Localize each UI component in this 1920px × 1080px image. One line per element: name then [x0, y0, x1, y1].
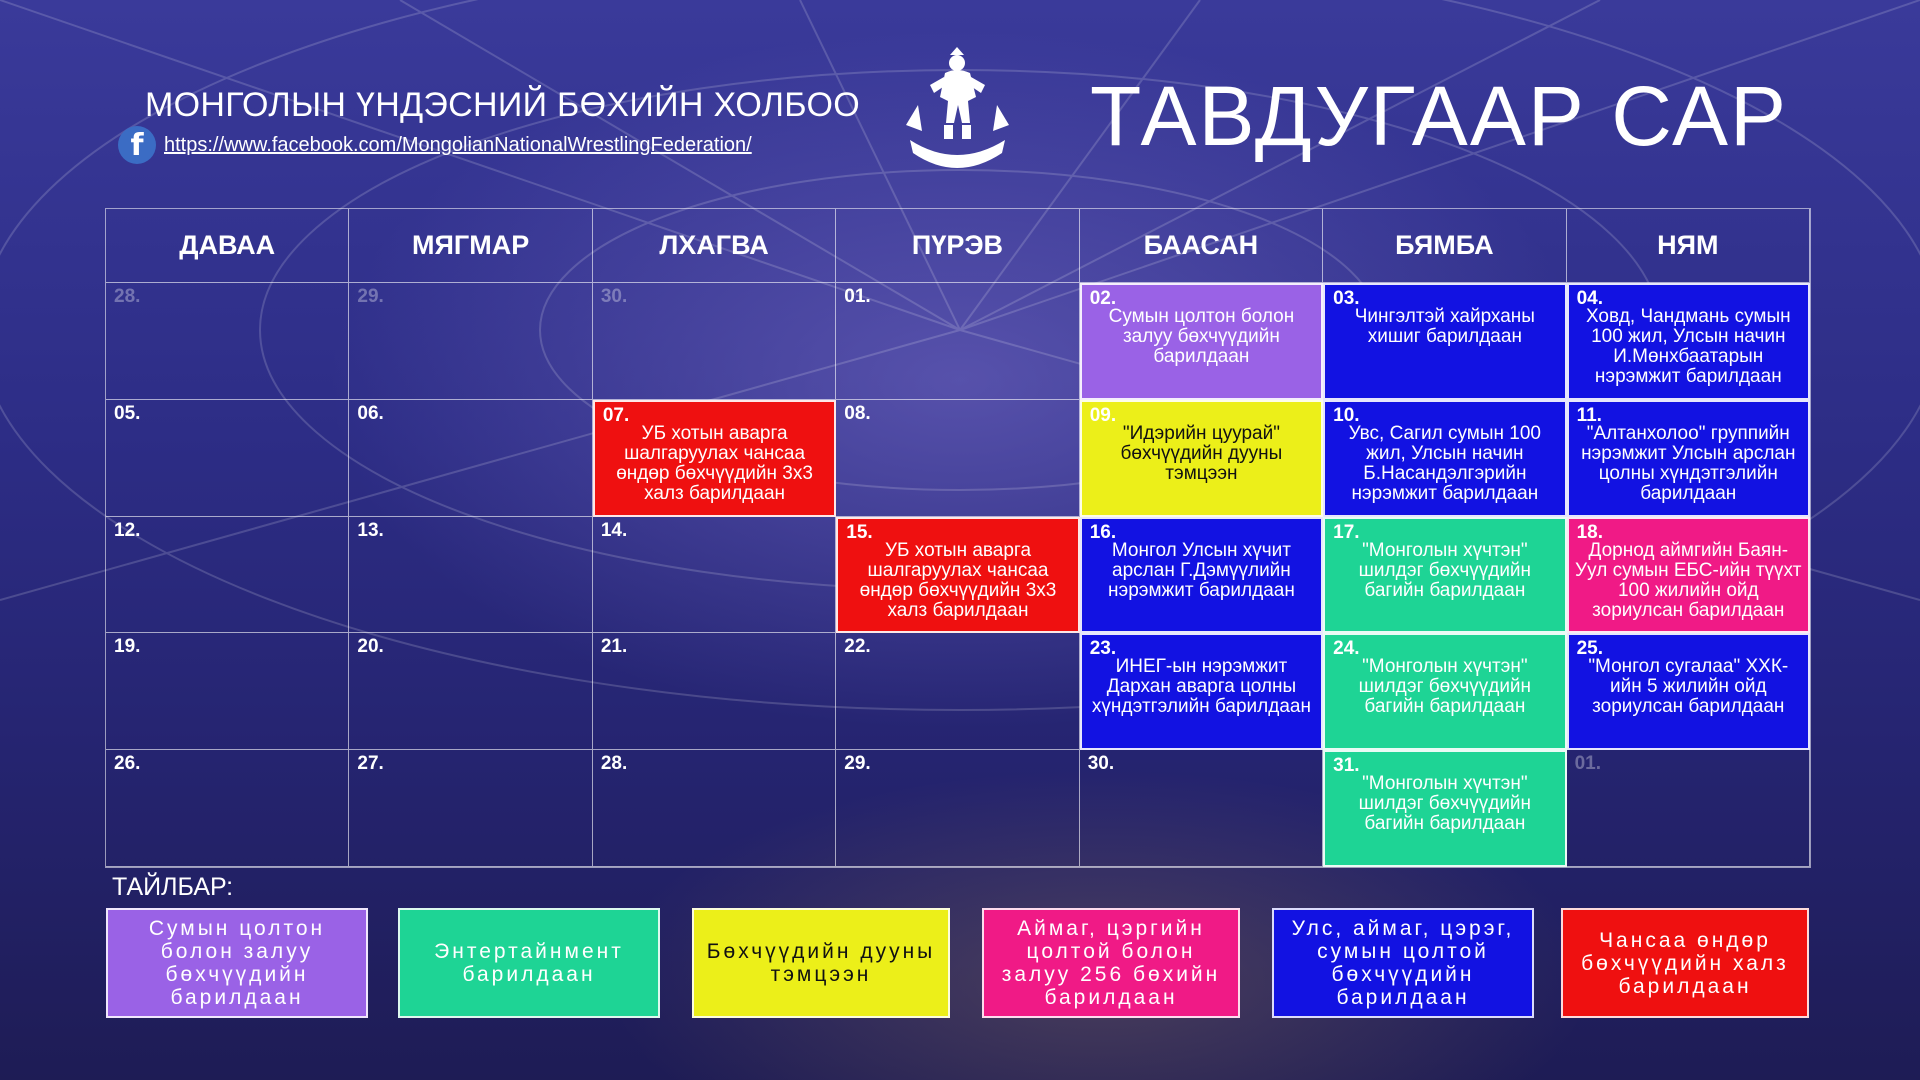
calendar-day-cell [836, 633, 1079, 750]
day-number: 19. [114, 636, 141, 658]
calendar-day-cell [593, 283, 836, 400]
calendar-day-cell [593, 517, 836, 634]
legend-item-blue: Улс, аймаг, цэрэг, сумын цолтой бөхчүүдийн барилдаан [1272, 908, 1534, 1018]
weekday-header: БЯМБА [1323, 209, 1566, 283]
event-text: Монгол Улсын хүчит арслан Г.Дэмүүлийн нэрэмжит барилдаан [1108, 539, 1295, 601]
day-number: 14. [600, 519, 628, 541]
day-number: 28. [600, 753, 628, 775]
legend-title: ТАЙЛБАР: [112, 873, 234, 901]
calendar-day-cell [349, 517, 592, 634]
day-number: 06. [357, 402, 384, 424]
calendar-event-cell [1567, 283, 1810, 400]
calendar-event-cell [1323, 283, 1566, 400]
event-text: Ховд, Чандмань сумын 100 жил, Улсын начин И.Мөнхбаатарын нэрэмжит барилдаан [1585, 306, 1791, 387]
weekday-header: ПҮРЭВ [836, 209, 1079, 283]
day-number: 07. [602, 404, 630, 426]
calendar-event-cell [1567, 400, 1810, 517]
legend-item-pink: Аймаг, цэргийн цолтой болон залуу 256 бөхийн барилдаан [982, 908, 1240, 1018]
event-text: УБ хотын аварга шалгаруулах чансаа өндөр бөхчүүдийн 3х3 халз барилдаан [859, 539, 1057, 621]
day-number: 05. [114, 402, 141, 424]
day-number: 26. [114, 753, 141, 775]
day-number: 29. [357, 286, 384, 307]
day-number: 02. [1089, 288, 1117, 309]
calendar-grid [105, 208, 1811, 868]
event-text: Чингэлтэй хайрханы хишиг барилдаан [1354, 306, 1535, 347]
day-number: 20. [357, 636, 384, 658]
calendar-day-cell [106, 517, 349, 634]
calendar-event-cell [1080, 400, 1323, 517]
weekday-header: БААСАН [1080, 209, 1323, 283]
event-text: "Монгол сугалаа" ХХК-ийн 5 жилийн ойд зориулсан барилдаан [1588, 656, 1789, 718]
calendar-event-cell [593, 400, 836, 517]
calendar-day-cell [1080, 750, 1323, 867]
facebook-link[interactable]: https://www.facebook.com/MongolianNationalWrestlingFederation/ [164, 133, 752, 156]
calendar-day-cell [593, 750, 836, 867]
calendar-event-cell [1080, 517, 1323, 634]
calendar-event-cell [1567, 633, 1810, 750]
calendar-event-cell [1080, 283, 1323, 400]
day-number: 30. [1087, 753, 1115, 775]
event-text: "Алтанхолоо" группийн нэрэмжит Улсын арслан цолны хүндэтгэлийн барилдаан [1581, 422, 1796, 504]
calendar-event-cell [1323, 400, 1566, 517]
day-number: 04. [1576, 288, 1603, 309]
weekday-header: НЯМ [1567, 209, 1810, 283]
day-number: 11. [1576, 404, 1602, 426]
day-number: 16. [1089, 521, 1117, 543]
day-number: 29. [844, 753, 871, 775]
calendar-event-cell [1080, 633, 1323, 750]
calendar-day-cell [1567, 750, 1810, 867]
day-number: 17. [1333, 521, 1360, 543]
day-number: 01. [844, 286, 871, 307]
day-number: 21. [600, 636, 628, 658]
calendar-day-cell [349, 633, 592, 750]
calendar-day-cell [836, 283, 1079, 400]
event-text: "Монголын хүчтэн" шилдэг бөхчүүдийн багийн барилдаан [1358, 773, 1532, 835]
calendar-day-cell [349, 750, 592, 867]
event-text: УБ хотын аварга шалгаруулах чансаа өндөр бөхчүүдийн 3х3 халз барилдаан [616, 422, 813, 504]
event-text: Сумын цолтон болон залуу бөхчүүдийн барилдаан [1108, 306, 1295, 367]
calendar-event-cell [1323, 750, 1566, 867]
event-text: "Идэрийн цуурай" бөхчүүдийн дууны тэмцээн [1120, 422, 1283, 484]
day-number: 25. [1576, 638, 1603, 660]
legend-item-yellow: Бөхчүүдийн дууны тэмцээн [692, 908, 950, 1018]
calendar-day-cell [106, 633, 349, 750]
event-text: "Монголын хүчтэн" шилдэг бөхчүүдийн багийн барилдаан [1358, 656, 1532, 718]
event-text: Дорнод аймгийн Баян-Уул сумын ЕБС-ийн түүхт 100 жилийн ойд зориулсан барилдаан [1575, 539, 1802, 621]
organization-name: МОНГОЛЫН ҮНДЭСНИЙ БӨХИЙН ХОЛБОО [145, 86, 861, 124]
day-number: 30. [600, 286, 628, 307]
legend-item-red: Чансаа өндөр бөхчүүдийн халз барилдаан [1561, 908, 1809, 1018]
legend-item-purple: Сумын цолтон болон залуу бөхчүүдийн барилдаан [106, 908, 368, 1018]
weekday-header: ЛХАГВА [593, 209, 836, 283]
day-number: 22. [844, 636, 871, 658]
day-number: 27. [357, 753, 384, 775]
calendar-day-cell [349, 283, 592, 400]
day-number: 28. [114, 286, 141, 307]
calendar-event-cell [1323, 633, 1566, 750]
calendar-day-cell [349, 400, 592, 517]
event-text: ИНЕГ-ын нэрэмжит Дархан аварга цолны хүндэтгэлийн барилдаан [1091, 656, 1311, 718]
day-number: 08. [844, 402, 871, 424]
day-number: 12. [114, 519, 141, 541]
calendar-event-cell [1323, 517, 1566, 634]
day-number: 13. [357, 519, 384, 541]
day-number: 10. [1333, 404, 1360, 426]
day-number: 15. [846, 521, 873, 543]
event-text: "Монголын хүчтэн" шилдэг бөхчүүдийн багийн барилдаан [1358, 539, 1532, 601]
day-number: 18. [1576, 521, 1603, 543]
weekday-header: ДАВАА [106, 209, 349, 283]
day-number: 31. [1333, 755, 1360, 777]
day-number: 23. [1089, 638, 1117, 660]
legend-item-green: Энтертайнмент барилдаан [398, 908, 660, 1018]
month-title: ТАВДУГААР САР [1090, 69, 1789, 163]
calendar-event-cell [1567, 517, 1810, 634]
calendar-day-cell [836, 750, 1079, 867]
day-number: 09. [1089, 404, 1117, 426]
calendar-day-cell [106, 400, 349, 517]
calendar-day-cell [593, 633, 836, 750]
day-number: 03. [1333, 288, 1360, 309]
day-number: 24. [1333, 638, 1360, 660]
calendar-day-cell [106, 750, 349, 867]
calendar-day-cell [106, 283, 349, 400]
calendar-event-cell [836, 517, 1079, 634]
event-text: Увс, Сагил сумын 100 жил, Улсын начин Б.Насандэлгэрийн нэрэмжит барилдаан [1348, 422, 1542, 504]
calendar-day-cell [836, 400, 1079, 517]
wrestler-logo-icon [900, 45, 1015, 180]
facebook-row[interactable] [118, 126, 752, 164]
day-number: 01. [1574, 753, 1601, 775]
weekday-header: МЯГМАР [349, 209, 592, 283]
facebook-icon[interactable]: f [118, 126, 156, 164]
